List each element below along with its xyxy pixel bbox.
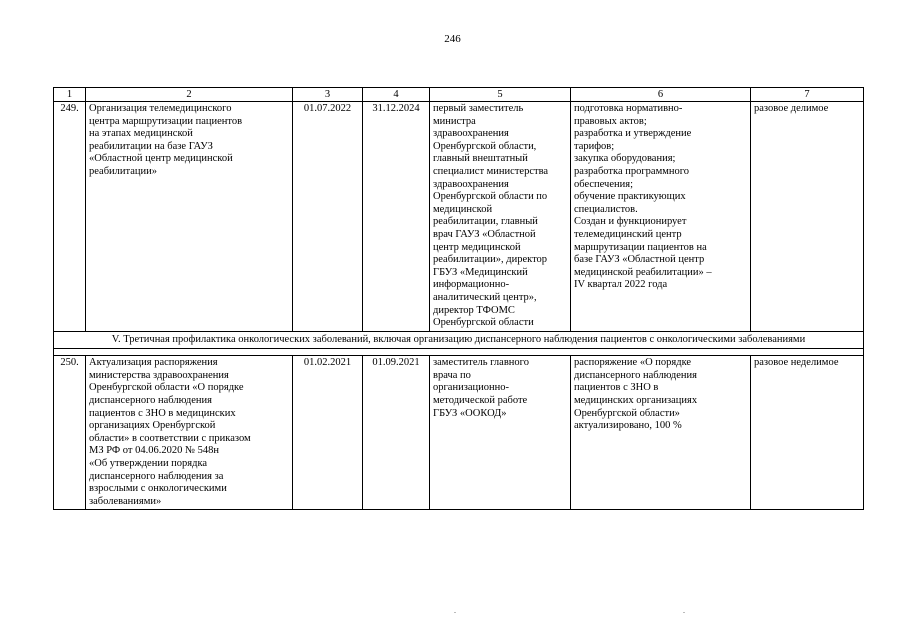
scan-mark	[683, 612, 685, 613]
table-row	[54, 102, 864, 332]
column-header: 6	[571, 88, 751, 102]
result: подготовка нормативно- правовых актов; разработка и утверждение тарифов; закупка оборудования; разработка программного обеспечения; обучение практикующих специалистов. Создан и функционирует телемедицинский центр маршрутизации пациентов на базе ГАУЗ «Областной центр медицинской реабилитации» – IV квартал 2022 года	[571, 102, 751, 332]
page-number: 246	[444, 33, 461, 45]
measure-type: разовое неделимое	[751, 356, 864, 510]
result: распоряжение «О порядке диспансерного наблюдения пациентов с ЗНО в медицинских организациях Оренбургской области» актуализировано, 100 %	[571, 356, 751, 510]
column-header: 1	[54, 88, 86, 102]
measure-name: Организация телемедицинского центра маршрутизации пациентов на этапах медицинской реабилитации на базе ГАУЗ «Областной центр медицинской реабилитации»	[86, 102, 293, 332]
column-header: 3	[293, 88, 363, 102]
section-row	[54, 331, 864, 349]
measure-type: разовое делимое	[751, 102, 864, 332]
scan-mark	[454, 612, 456, 613]
plan-table	[53, 87, 864, 510]
table-row	[54, 356, 864, 510]
responsible: первый заместитель министра здравоохранения Оренбургской области, главный внештатный специалист министерства здравоохранения Оренбургской области по медицинской реабилитации, главный врач ГАУЗ «Областной центр медицинской реабилитации», директор ГБУЗ «Медицинский информационно- аналитический центр», директор ТФОМС Оренбургской области	[430, 102, 571, 332]
responsible: заместитель главного врача по организационно- методической работе ГБУЗ «ООКОД»	[430, 356, 571, 510]
start-date: 01.07.2022	[293, 102, 363, 332]
measure-name: Актуализация распоряжения министерства здравоохранения Оренбургской области «О порядке диспансерного наблюдения пациентов с ЗНО в медицинских организациях Оренбургской области» в соответствии с приказом МЗ РФ от 04.06.2020 № 548н «Об утверждении порядка диспансерного наблюдения за взрослыми с онкологическими заболеваниями»	[86, 356, 293, 510]
spacer-row	[54, 349, 864, 356]
end-date: 01.09.2021	[363, 356, 430, 510]
column-header: 4	[363, 88, 430, 102]
column-header: 7	[751, 88, 864, 102]
header-row	[54, 88, 864, 102]
column-header: 2	[86, 88, 293, 102]
row-number: 249.	[54, 102, 86, 332]
section-title: V. Третичная профилактика онкологических заболеваний, включая организацию диспансерного наблюдения пациентов с онкологическими заболеваниями	[54, 331, 864, 349]
row-number: 250.	[54, 356, 86, 510]
column-header: 5	[430, 88, 571, 102]
end-date: 31.12.2024	[363, 102, 430, 332]
start-date: 01.02.2021	[293, 356, 363, 510]
